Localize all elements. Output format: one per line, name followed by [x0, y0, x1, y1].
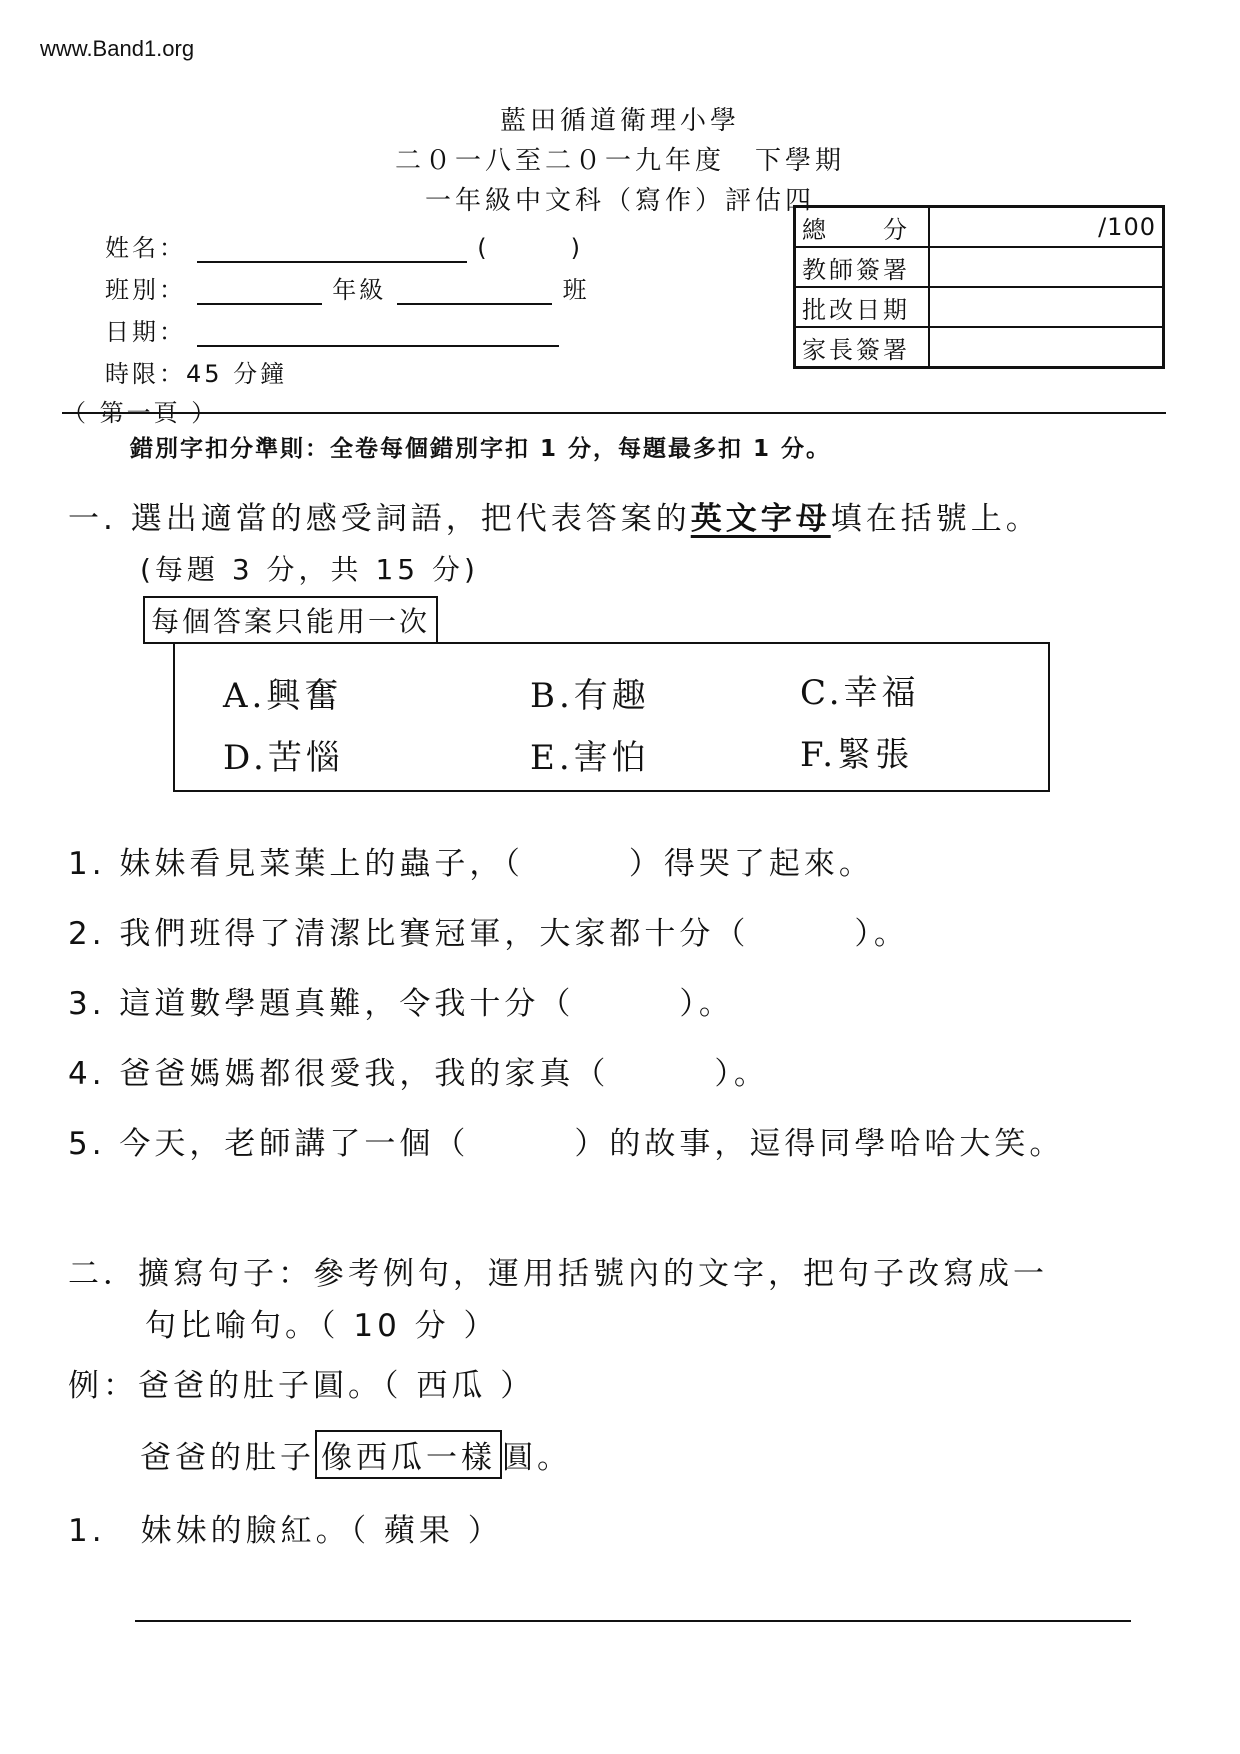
academic-year: 二０一八至二０一九年度 下學期 — [394, 146, 845, 176]
section2-instruction: 二．擴寫句子：參考例句，運用括號內的文字，把句子改寫成一 — [68, 1256, 1048, 1292]
option-e: E.害怕 — [530, 738, 650, 778]
class-suffix: 班 — [562, 276, 590, 304]
typo-rule: 錯別字扣分準則：全卷每個錯別字扣 1 分，每題最多扣 1 分。 — [130, 436, 832, 462]
question-1: 1. 妹妹看見菜葉上的蟲子，（ ）得哭了起來。 — [68, 846, 874, 882]
question-3: 3. 這道數學題真難，令我十分（ ）。 — [68, 986, 734, 1022]
name-blank[interactable] — [197, 235, 467, 263]
question-4: 4. 爸爸媽媽都很愛我，我的家真（ ）。 — [68, 1056, 769, 1092]
section1-instr-post: 填在括號上。 — [830, 501, 1041, 537]
grade-suffix: 年級 — [332, 276, 387, 304]
name-field — [105, 228, 583, 263]
date-field — [105, 312, 559, 347]
score-row-parent — [795, 327, 1164, 368]
marking-date-label: 批改日期 — [795, 287, 930, 327]
class-number-paren: ( ) — [477, 234, 584, 262]
section1-number: 一. — [68, 501, 117, 537]
answer-line[interactable] — [135, 1620, 1131, 1622]
header-divider — [62, 412, 1166, 414]
watermark-url: www.Band1.org — [40, 36, 195, 61]
section1-instruction — [68, 493, 1041, 538]
class-field — [105, 270, 590, 305]
score-row-date — [795, 287, 1164, 327]
date-label: 日期： — [105, 318, 186, 346]
example-answer-pre: 爸爸的肚子 — [140, 1440, 315, 1476]
section1-instr-pre: 選出適當的感受詞語，把代表答案的 — [130, 501, 691, 537]
score-row-teacher — [795, 247, 1164, 287]
name-label: 姓名： — [105, 234, 186, 262]
date-blank[interactable] — [197, 319, 559, 347]
class-blank[interactable] — [397, 277, 552, 305]
option-d: D.苦惱 — [223, 738, 344, 778]
example-answer-post: 圓。 — [502, 1440, 572, 1476]
section2-question-1: 1. 妹妹的臉紅。（ 蘋果 ） — [68, 1513, 503, 1549]
score-label: 總 分 — [795, 207, 930, 248]
subject-title: 一年級中文科（寫作）評估四 — [424, 186, 815, 216]
option-f: F.緊張 — [800, 735, 914, 775]
grade-blank[interactable] — [197, 277, 322, 305]
section1-note: 每個答案只能用一次 — [143, 596, 438, 644]
section1-instr-em: 英文字母 — [690, 501, 831, 537]
section1-marks: (每題 3 分，共 15 分) — [140, 553, 479, 586]
option-c: C.幸福 — [800, 673, 920, 713]
parent-signature-label: 家長簽署 — [795, 327, 930, 368]
score-value[interactable]: /100 — [929, 207, 1164, 248]
class-label: 班別： — [105, 276, 186, 304]
parent-signature-cell[interactable] — [929, 327, 1164, 368]
page-label: （ 第一頁 ） — [62, 399, 219, 427]
teacher-signature-label: 教師簽署 — [795, 247, 930, 287]
marking-date-cell[interactable] — [929, 287, 1164, 327]
teacher-signature-cell[interactable] — [929, 247, 1164, 287]
score-table — [793, 205, 1165, 369]
time-limit: 時限：45 分鐘 — [105, 360, 288, 388]
school-name: 藍田循道衛理小學 — [499, 106, 740, 136]
question-2: 2. 我們班得了清潔比賽冠軍，大家都十分（ ）。 — [68, 916, 909, 952]
option-b: B.有趣 — [530, 676, 650, 716]
question-5: 5. 今天，老師講了一個（ ）的故事，逗得同學哈哈大笑。 — [68, 1126, 1065, 1162]
example-answer — [140, 1430, 572, 1479]
section2-marks: 句比喻句。（ 10 分 ） — [145, 1308, 499, 1344]
score-row-total — [795, 207, 1164, 248]
option-a: A.興奮 — [223, 676, 343, 716]
example-sentence: 例：爸爸的肚子圓。（ 西瓜 ） — [68, 1368, 536, 1404]
example-answer-box: 像西瓜一樣 — [315, 1430, 502, 1479]
